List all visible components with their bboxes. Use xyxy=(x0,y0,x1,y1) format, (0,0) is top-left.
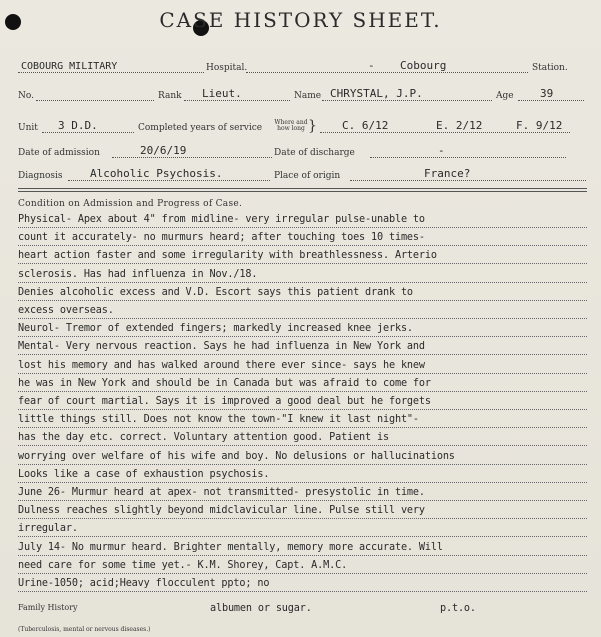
note-line: has the day etc. correct. Voluntary attention good. Patient is xyxy=(18,432,389,444)
diagnosis-row xyxy=(18,164,587,184)
urine-continuation: albumen or sugar. xyxy=(210,603,312,614)
admission-label: Date of admission xyxy=(18,148,100,158)
unit-value: 3 D.D. xyxy=(58,119,98,132)
note-rule xyxy=(18,519,587,537)
note-line: Mental- Very nervous reaction. Says he had influenza in New York and xyxy=(18,341,425,353)
pto-note: p.t.o. xyxy=(440,603,476,614)
station-value: Cobourg xyxy=(400,59,447,72)
dates-row xyxy=(18,141,587,161)
family-history-note: (Tuberculosis, mental or nervous diseases.) xyxy=(18,626,151,633)
note-line: June 26- Murmur heard at apex- not transmitted- presystolic in time. xyxy=(18,487,425,498)
identity-row xyxy=(18,84,587,104)
brace-icon: } xyxy=(308,118,317,134)
hospital-row xyxy=(18,56,587,76)
service-label: Completed years of service xyxy=(138,123,263,133)
service-dotted-line xyxy=(320,132,570,133)
origin-value: France? xyxy=(424,167,471,180)
sheet-title: CASE HISTORY SHEET. xyxy=(159,8,442,32)
no-dotted-line xyxy=(36,100,154,101)
service-canada: C. 6/12 xyxy=(342,119,389,132)
note-line: Denies alcoholic excess and V.D. Escort says this patient drank to xyxy=(18,286,413,298)
note-line: worrying over welfare of his wife and boy. No delusions or hallucinations xyxy=(18,450,455,462)
note-line: sclerosis. Has had influenza in Nov./18. xyxy=(18,268,258,280)
unit-dotted-line xyxy=(42,132,134,133)
note-line: excess overseas. xyxy=(18,305,114,316)
name-label: Name xyxy=(294,91,322,101)
rank-dotted-line xyxy=(184,100,290,101)
note-line: Physical- Apex about 4" from midline- very irregular pulse-unable to xyxy=(18,214,425,225)
discharge-dotted-line xyxy=(370,157,566,158)
note-line: Neurol- Tremor of extended fingers; markedly increased knee jerks. xyxy=(18,323,413,335)
rank-value: Lieut. xyxy=(202,87,242,100)
unit-label: Unit xyxy=(18,123,38,133)
section-separator xyxy=(18,188,587,189)
service-england: E. 2/12 xyxy=(436,119,483,132)
name-dotted-line xyxy=(322,100,492,101)
station-dash: - xyxy=(368,59,375,72)
note-line: count it accurately- no murmurs heard; after touching toes 10 times- xyxy=(18,232,425,244)
admission-dotted-line xyxy=(112,157,272,158)
note-line: he was in New York and should be in Canada but was afraid to come for xyxy=(18,377,431,389)
discharge-label: Date of discharge xyxy=(274,148,355,158)
note-line: fear of court martial. Says it is improved a good deal but he forgets xyxy=(18,396,431,407)
note-line: Urine-1050; acid;Heavy flocculent ppto; no xyxy=(18,578,270,589)
family-history-label: Family History xyxy=(18,603,78,612)
condition-heading: Condition on Admission and Progress of Case. xyxy=(18,199,243,209)
note-line: little things still. Does not know the town-"I knew it last night"- xyxy=(18,414,419,426)
discharge-value: - xyxy=(438,144,445,157)
note-line: lost his memory and has walked around there ever since- says he knew xyxy=(18,359,425,371)
name-value: CHRYSTAL, J.P. xyxy=(330,87,423,100)
service-france: F. 9/12 xyxy=(516,119,563,132)
age-dotted-line xyxy=(518,100,584,101)
no-label: No. xyxy=(18,91,34,101)
admission-value: 20/6/19 xyxy=(140,144,187,157)
origin-dotted-line xyxy=(350,180,586,181)
note-line: need care for some time yet.- K.M. Shorey, Capt. A.M.C. xyxy=(18,559,348,571)
diagnosis-label: Diagnosis xyxy=(18,171,63,181)
section-separator xyxy=(18,191,587,192)
rank-label: Rank xyxy=(158,91,182,101)
hospital-value: COBOURG MILITARY xyxy=(21,61,118,72)
note-line: irregular. xyxy=(18,523,78,535)
hospital-label: Hospital. xyxy=(206,63,248,73)
note-line: Dulness reaches slightly beyond midclavicular line. Pulse still very xyxy=(18,505,425,517)
hospital-dotted-line xyxy=(18,72,204,73)
age-value: 39 xyxy=(540,87,554,100)
note-line: heart action faster and some irregularity with breathlessness. Arterio xyxy=(18,250,437,262)
where-how-long-label: Where and how long xyxy=(274,119,308,132)
unit-row xyxy=(18,112,587,136)
station-label: Station. xyxy=(532,63,568,73)
station-dotted-line xyxy=(246,72,528,73)
diagnosis-dotted-line xyxy=(68,180,270,181)
note-line: Looks like a case of exhaustion psychosis. xyxy=(18,468,270,480)
diagnosis-value: Alcoholic Psychosis. xyxy=(90,167,223,180)
note-line: July 14- No murmur heard. Brighter mentally, memory more accurate. Will xyxy=(18,541,443,553)
age-label: Age xyxy=(496,91,514,101)
origin-label: Place of origin xyxy=(274,171,341,181)
